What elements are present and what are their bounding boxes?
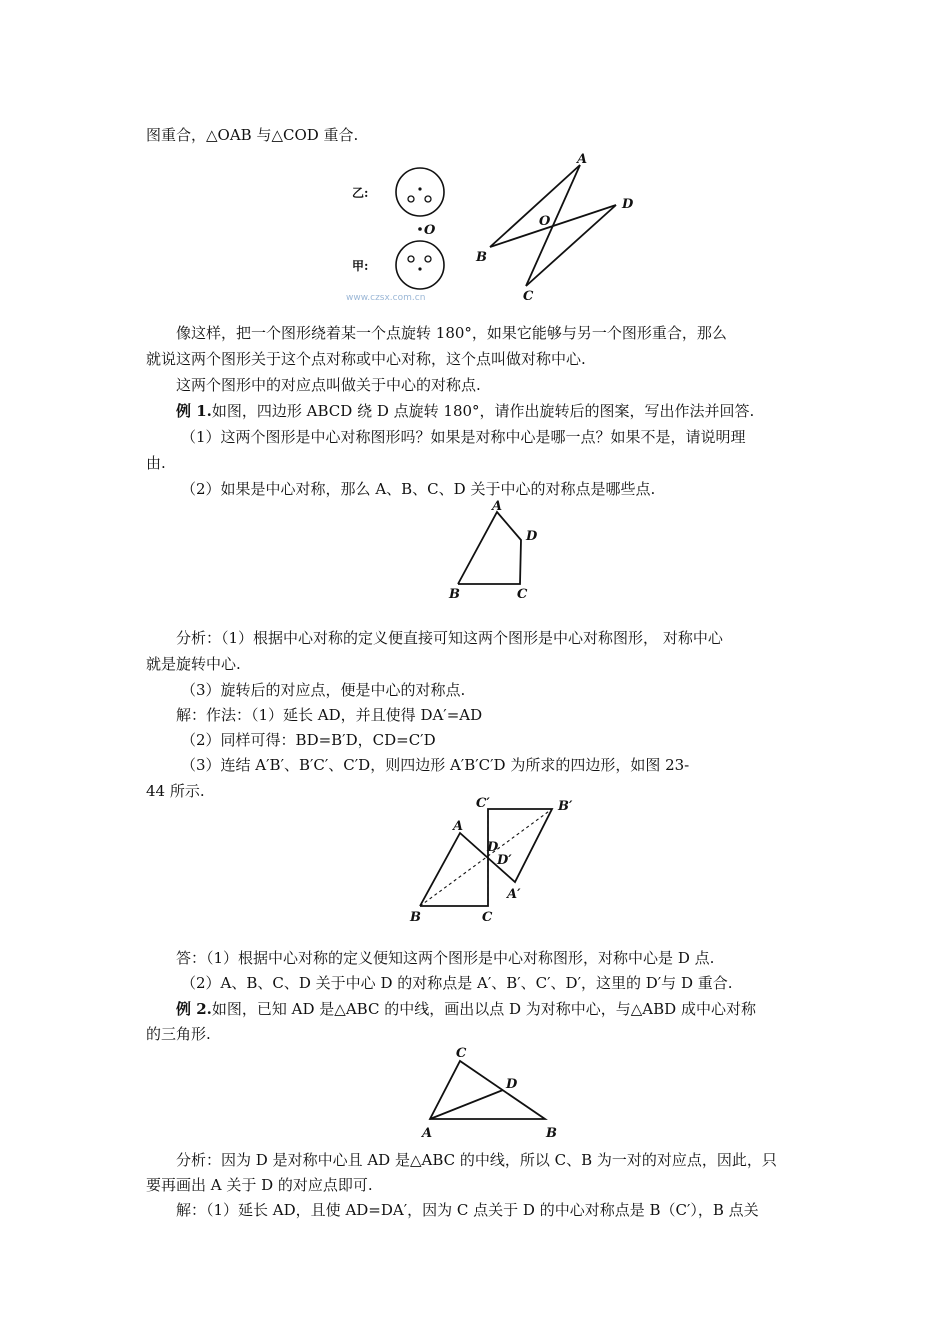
- text-line: 44 所示.: [146, 782, 205, 800]
- point-d-prime: D′: [497, 853, 512, 868]
- text-line: 要再画出 A 关于 D 的对应点即可.: [146, 1176, 373, 1194]
- text-line: （2）同样可得：BD=B′D，CD=C′D: [181, 731, 436, 749]
- text-line: （2）如果是中心对称，那么 A、B、C、D 关于中心的对称点是哪些点.: [181, 480, 656, 498]
- label-jia: 甲:: [352, 259, 369, 273]
- text-line: （3）连结 A′B′、B′C′、C′D，则四边形 A′B′C′D 为所求的四边形，如图 23-: [181, 756, 690, 774]
- text-line: 解：作法：（1）延长 AD，并且使得 DA′=AD: [176, 706, 483, 724]
- point-d: D: [487, 840, 499, 855]
- point-b: B: [476, 250, 487, 265]
- point-c: C: [482, 910, 493, 925]
- point-d: D: [526, 529, 538, 544]
- text-line: 这两个图形中的对应点叫做关于中心的对称点.: [176, 376, 481, 394]
- point-b: B: [449, 587, 460, 602]
- point-b: B: [410, 910, 421, 925]
- text-line: （2）A、B、C、D 关于中心 D 的对称点是 A′、B′、C′、D′，这里的 D′与 D 重合.: [181, 974, 733, 992]
- text-line: 的三角形.: [146, 1025, 211, 1043]
- point-d: D: [506, 1077, 518, 1092]
- point-a: A: [492, 499, 503, 514]
- text-line: 像这样，把一个图形绕着某一个点旋转 180°，如果它能够与另一个图形重合，那么: [176, 324, 727, 342]
- text-line: 答：（1）根据中心对称的定义便知这两个图形是中心对称图形，对称中心是 D 点.: [176, 949, 715, 967]
- point-a: A: [577, 152, 588, 167]
- point-a: A: [453, 819, 464, 834]
- text-line: 就是旋转中心.: [146, 655, 241, 673]
- label-yi: 乙:: [352, 186, 369, 200]
- point-d: D: [622, 197, 634, 212]
- text-line: （1）这两个图形是中心对称图形吗？如果是对称中心是哪一点？如果不是，请说明理: [181, 428, 746, 446]
- point-b: B: [546, 1126, 557, 1141]
- text-line: 分析：（1）根据中心对称的定义便直接可知这两个图形是中心对称图形， 对称中心: [176, 629, 723, 647]
- text-line: 就说这两个图形关于这个点对称或中心对称，这个点叫做对称中心.: [146, 350, 586, 368]
- point-c-prime: C′: [476, 796, 490, 811]
- text-line: （3）旋转后的对应点，便是中心的对称点.: [181, 681, 466, 699]
- text-line: 分析：因为 D 是对称中心且 AD 是△ABC 的中线，所以 C、B 为一对的对应点，因此，只: [176, 1151, 777, 1169]
- point-c: C: [456, 1046, 467, 1061]
- example-1-label: 例 1.: [176, 402, 212, 420]
- point-a-prime: A′: [507, 887, 521, 902]
- label-o-center: O: [424, 223, 436, 238]
- example-1-text: 如图，四边形 ABCD 绕 D 点旋转 180°，请作出旋转后的图案，写出作法并回答.: [211, 402, 755, 420]
- text-line: 解：（1）延长 AD，且使 AD=DA′，因为 C 点关于 D 的中心对称点是 B（C′），B 点关: [176, 1201, 759, 1219]
- example-2-label: 例 2.: [176, 1000, 212, 1018]
- example-2-text: 如图，已知 AD 是△ABC 的中线，画出以点 D 为对称中心，与△ABD 成中心对称: [211, 1000, 756, 1018]
- point-b-prime: B′: [558, 799, 573, 814]
- point-c: C: [517, 587, 528, 602]
- point-c: C: [523, 289, 534, 304]
- text-line: 图重合，△OAB 与△COD 重合.: [146, 126, 359, 144]
- text-line: 由.: [146, 454, 166, 472]
- watermark: www.czsx.com.cn: [346, 293, 426, 303]
- point-a: A: [422, 1126, 433, 1141]
- point-o: O: [539, 214, 551, 229]
